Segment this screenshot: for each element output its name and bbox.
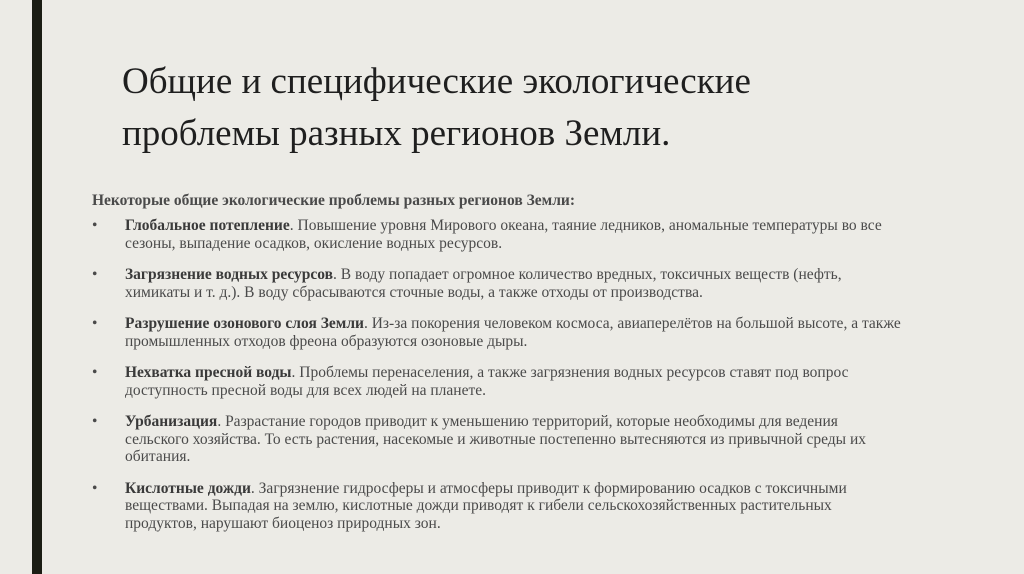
list-item [92, 266, 902, 301]
item-text: . Из-за покорения человеком космоса, авиаперелётов на большой высоте, а также промышленных отходов фреона образуются озоновые дыры. [125, 315, 901, 350]
left-accent-bar [32, 0, 42, 574]
item-term: Разрушение озонового слоя Земли [125, 315, 364, 332]
bullet-icon: • [92, 266, 98, 283]
item-text: . Разрастание городов приводит к уменьшению территорий, которые необходимы для ведения сельского хозяйства. То есть растения, насекомые и животные постепенно вытесняются из привычной среды их обитания. [125, 413, 867, 465]
bullet-icon: • [92, 315, 98, 332]
slide-title [122, 56, 942, 160]
slide-content [92, 191, 902, 546]
bullet-icon: • [92, 479, 98, 497]
item-text: . Повышение уровня Мирового океана, таяние ледников, аномальные температуры во все сезоны, выпадение осадков, окисление водных ресурсов. [125, 217, 882, 252]
slide-title-line-1: Общие и специфические экологические [122, 61, 751, 102]
list-item [92, 217, 902, 252]
problems-list [92, 217, 902, 532]
bullet-icon: • [92, 217, 98, 234]
slide-title-line-2: проблемы разных регионов Земли. [122, 113, 671, 154]
list-item [92, 413, 902, 466]
item-term: Глобальное потепление [125, 217, 290, 234]
item-term: Кислотные дожди [125, 479, 251, 497]
bullet-icon: • [92, 364, 98, 381]
bullet-icon: • [92, 413, 98, 430]
item-term: Урбанизация [125, 413, 218, 430]
item-term: Загрязнение водных ресурсов [125, 266, 334, 283]
item-text: . Загрязнение гидросферы и атмосферы приводит к формированию осадков с токсичными веществами. Выпадая на землю, кислотные дожди приводят к гибели сельскохозяйственных растительных продуктов, нарушают биоценоз природных зон. [125, 479, 847, 532]
list-item [92, 480, 902, 533]
item-term: Нехватка пресной воды [125, 364, 292, 381]
intro-heading: Некоторые общие экологические проблемы разных регионов Земли: [92, 192, 576, 209]
item-text: . Проблемы перенаселения, а также загрязнения водных ресурсов ставят под вопрос доступность пресной воды для всех людей на планете. [125, 364, 849, 399]
list-item [92, 315, 902, 350]
list-item [92, 364, 902, 399]
item-text: . В воду попадает огромное количество вредных, токсичных веществ (нефть, химикаты и т. д.). В воду сбрасываются сточные воды, а также отходы от производства. [125, 266, 842, 301]
